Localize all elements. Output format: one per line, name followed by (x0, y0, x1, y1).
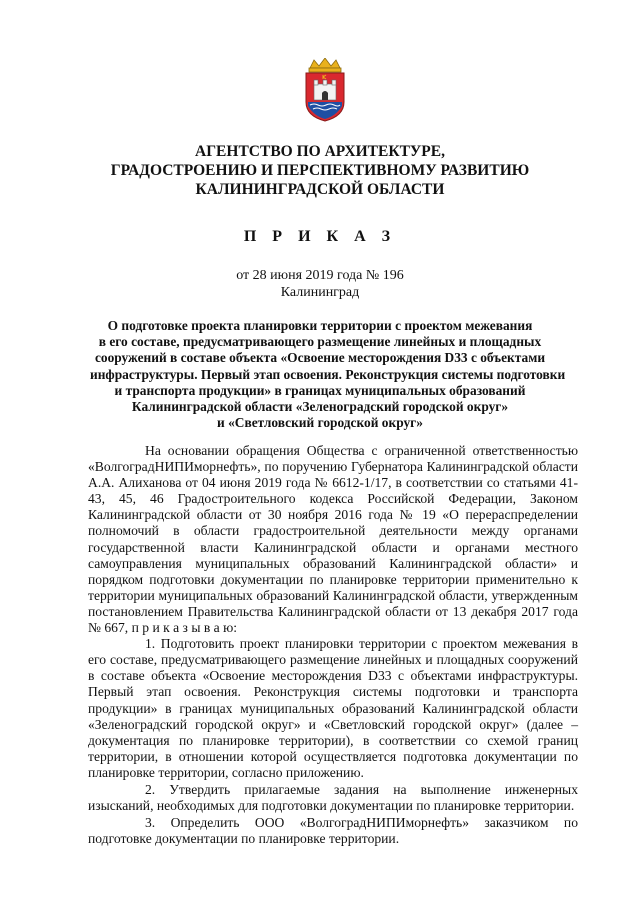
agency-line: КАЛИНИНГРАДСКОЙ ОБЛАСТИ (195, 181, 445, 198)
agency-name (60, 142, 580, 199)
subject-line: сооружений в составе объекта «Освоение месторождения D33 с объектами (94, 350, 546, 366)
coat-of-arms-icon (300, 58, 350, 122)
order-subject (90, 318, 566, 431)
preamble-text: На основании обращения Общества с ограниченной ответственностью «ВолгоградНИПИморнефть», по поручению Губернатора Калининградской области А.А. Алиханова от 04 июня 2019 года № 6612-1/17, в соответствии со статьями 41-43, 45, 46 Градостроительного кодекса Российской Федерации, Законом Калининградской области от 30 ноября 2016 года № 19 «О перераспределении полномочий в области градостроительной деятельности между органами государственной власти Калининградской области и органами местного самоуправления муниципальных образований Калининградской области» и порядком подготовки документации по планировке территории применительно к территории муниципальных образований Калининградской области, утвержденным постановлением Правительства Калининградской области от 13 декабря 2017 года № 667, (88, 443, 578, 636)
subject-line: Калининградской области «Зеленоградский городской округ» (131, 399, 509, 415)
agency-line: АГЕНТСТВО ПО АРХИТЕКТУРЕ, (195, 143, 445, 160)
order-body (88, 443, 578, 847)
subject-line: О подготовке проекта планировки территории с проектом межевания (107, 318, 533, 333)
document-title: П Р И К А З (243, 228, 397, 245)
order-item-3: 3. Определить ООО «ВолгоградНИПИморнефть» заказчиком по подготовке документации по планировке территории. (88, 815, 578, 847)
subject-line: и транспорта продукции» в границах муниципальных образований (114, 382, 526, 398)
agency-line: ГРАДОСТРОЕНИЮ И ПЕРСПЕКТИВНОМУ РАЗВИТИЮ (110, 162, 530, 179)
order-city: Калининград (280, 285, 360, 300)
order-item-1: 1. Подготовить проект планировки территории с проектом межевания в его составе, предусматривающего размещение линейных и площадных сооружений в составе объекта «Освоение месторождения D33 с объектами инфраструктуры. Первый этап освоения. Реконструкция системы подготовки и транспорта продукции» в границах муниципальных образований Калининградской области «Зеленоградский городской округ» и «Светловский городской округ» (далее – документация по планировке территории), в соответствии со схемой границ территории, в отношении которой осуществляется подготовка документации по планировке территории, согласно приложению. (88, 636, 578, 780)
subject-line: инфраструктуры. Первый этап освоения. Реконструкция системы подготовки (90, 366, 566, 382)
order-verb: п р и к а з ы в а ю: (131, 620, 238, 636)
order-item-2: 2. Утвердить прилагаемые задания на выполнение инженерных изысканий, необходимых для подготовки документации по планировке территории. (88, 781, 578, 814)
preamble-paragraph (88, 443, 578, 636)
order-date-number: от 28 июня 2019 года № 196 (236, 268, 404, 283)
subject-line: и «Светловский городской округ» (217, 415, 423, 431)
subject-line: в его составе, предусматривающего размещение линейных и площадных (98, 334, 542, 350)
